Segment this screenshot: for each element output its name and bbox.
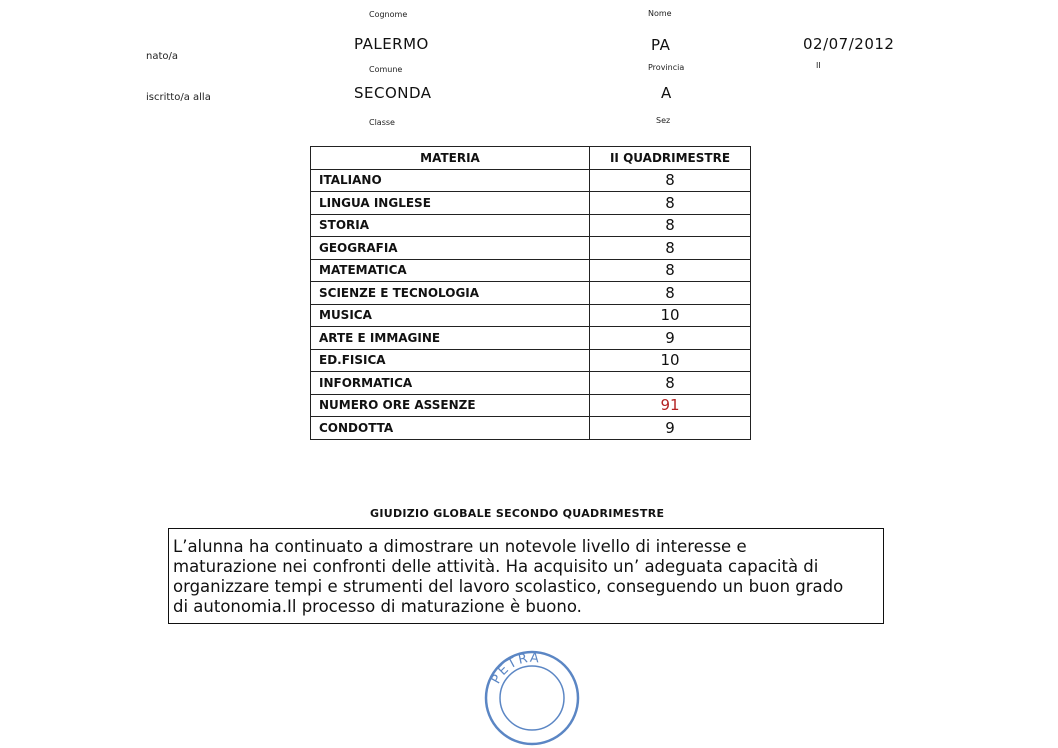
subject-column-header: MATERIA (311, 147, 590, 170)
grades-table (310, 146, 751, 440)
subject-grade: 8 (590, 282, 751, 305)
table-row (311, 259, 751, 282)
absence-hours-value: 91 (590, 394, 751, 417)
judgement-box (168, 528, 884, 624)
section-value: A (661, 84, 672, 102)
enrolled-label: iscritto/a alla (146, 92, 211, 103)
subject-name: ARTE E IMMAGINE (311, 327, 590, 350)
table-row (311, 169, 751, 192)
judgement-line: L’alunna ha continuato a dimostrare un notevole livello di interesse e (173, 537, 747, 556)
table-row (311, 349, 751, 372)
grade-column-header: II QUADRIMESTRE (590, 147, 751, 170)
subject-grade: 8 (590, 192, 751, 215)
subject-name: LINGUA INGLESE (311, 192, 590, 215)
born-label: nato/a (146, 51, 179, 62)
subject-grade: 8 (590, 237, 751, 260)
birth-date: 02/07/2012 (803, 35, 895, 53)
date-note: II (816, 61, 821, 70)
seal-text: PETRA (488, 650, 542, 687)
table-row (311, 417, 751, 440)
subject-name: GEOGRAFIA (311, 237, 590, 260)
section-label: Sez (656, 116, 671, 125)
judgement-line: organizzare tempi e strumenti del lavoro scolastico, conseguendo un buon grado (173, 577, 844, 596)
subject-name: STORIA (311, 214, 590, 237)
table-row (311, 327, 751, 350)
subject-grade: 10 (590, 349, 751, 372)
table-row (311, 237, 751, 260)
school-seal-icon (482, 648, 582, 748)
table-row (311, 192, 751, 215)
judgement-heading: GIUDIZIO GLOBALE SECONDO QUADRIMESTRE (370, 507, 665, 520)
province-label: Provincia (648, 63, 685, 72)
subject-name: MATEMATICA (311, 259, 590, 282)
subject-grade: 9 (590, 417, 751, 440)
grades-header-row (311, 147, 751, 170)
subject-name: ED.FISICA (311, 349, 590, 372)
subject-name: MUSICA (311, 304, 590, 327)
table-row (311, 394, 751, 417)
subject-name: SCIENZE E TECNOLOGIA (311, 282, 590, 305)
table-row (311, 372, 751, 395)
subject-name: INFORMATICA (311, 372, 590, 395)
city-label: Comune (369, 65, 403, 74)
table-row (311, 282, 751, 305)
class-label: Classe (369, 118, 395, 127)
subject-name: NUMERO ORE ASSENZE (311, 394, 590, 417)
surname-label: Cognome (369, 10, 408, 19)
subject-grade: 9 (590, 327, 751, 350)
judgement-line: di autonomia.Il processo di maturazione è buono. (173, 597, 582, 616)
subject-name: CONDOTTA (311, 417, 590, 440)
birth-province: PA (651, 36, 671, 54)
class-value: SECONDA (354, 84, 432, 102)
birth-city: PALERMO (354, 35, 429, 53)
subject-grade: 8 (590, 169, 751, 192)
name-label: Nome (648, 9, 672, 18)
table-row (311, 304, 751, 327)
table-row (311, 214, 751, 237)
subject-grade: 8 (590, 372, 751, 395)
subject-grade: 8 (590, 259, 751, 282)
subject-grade: 8 (590, 214, 751, 237)
subject-name: ITALIANO (311, 169, 590, 192)
judgement-line: maturazione nei confronti delle attività. Ha acquisito un’ adeguata capacità di (173, 557, 819, 576)
subject-grade: 10 (590, 304, 751, 327)
